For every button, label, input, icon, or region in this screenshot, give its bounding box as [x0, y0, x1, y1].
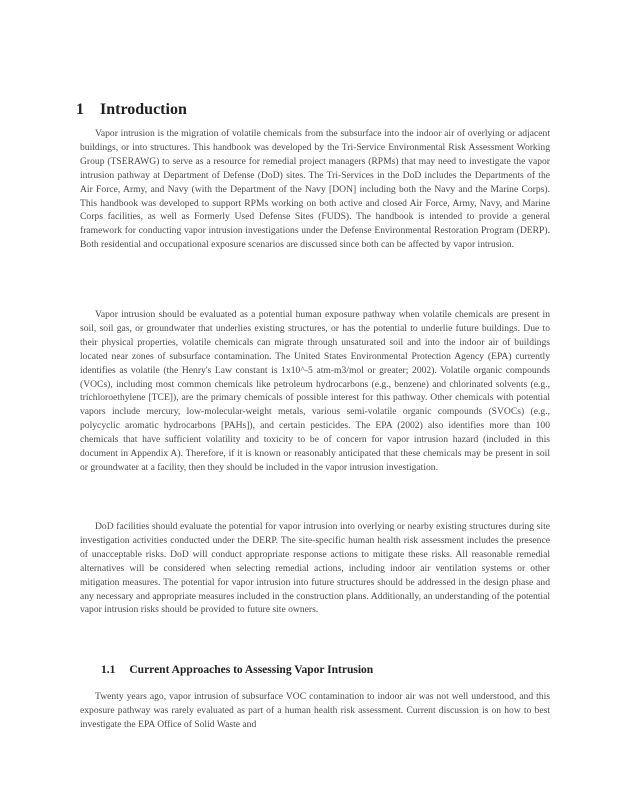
subsection-heading	[101, 664, 373, 676]
intro-paragraph-1	[80, 127, 550, 252]
section-heading	[76, 101, 187, 119]
paragraph-text: Vapor intrusion is the migration of volatile chemicals from the subsurface into the indoor air of overlying or adjacent buildings, or into structures. This handbook was developed by the Tri-Service Environmental Risk Assessment Working Group (TSERAWG) to serve as a resource for remedial project managers (RPMs) that may need to investigate the vapor intrusion pathway at Department of Defense (DoD) sites. The Tri-Services in the DoD includes the Departments of the Air Force, Army, and Navy (with the Department of the Navy [DON] including both the Navy and the Marine Corps). This handbook was developed to support RPMs working on both active and closed Air Force, Army, Navy, and Marine Corps facilities, as well as Formerly Used Defense Sites (FUDS). The handbook is intended to provide a general framework for conducting vapor intrusion investigations under the Defense Environmental Restoration Program (DERP). Both residential and occupational exposure scenarios are discussed since both can be affected by vapor intrusion.	[80, 128, 550, 251]
section-number: 1	[76, 101, 84, 118]
subsection-number: 1.1	[101, 664, 116, 676]
paragraph-text: DoD facilities should evaluate the potential for vapor intrusion into overlying or nearby existing structures during site investigation activities conducted under the DERP. The site-specific human health risk assessment includes the presence of unacceptable risks. DoD will conduct appropriate response actions to mitigate these risks. All reasonable remedial alternatives will be considered when selecting remedial actions, including indoor air ventilation systems or other mitigation measures. The potential for vapor intrusion into future structures should be addressed in the design phase and any necessary and appropriate measures included in the construction plans. Additionally, an understanding of the potential vapor intrusion risks should be provided to future site owners.	[80, 521, 550, 616]
section-title: Introduction	[100, 101, 187, 118]
intro-paragraph-3	[80, 520, 550, 617]
subsection-title: Current Approaches to Assessing Vapor Intrusion	[129, 664, 374, 676]
paragraph-text: Twenty years ago, vapor intrusion of subsurface VOC contamination to indoor air was not well understood, and this exposure pathway was rarely evaluated as part of a human health risk assessment. Current discussion is on how to best investigate the EPA Office of Solid Waste and	[80, 691, 550, 730]
subsection-paragraph-1	[80, 690, 550, 732]
paragraph-text: Vapor intrusion should be evaluated as a potential human exposure pathway when volatile chemicals are present in soil, soil gas, or groundwater that underlies existing structures, or has the potential to underlie future buildings. Due to their physical properties, volatile chemicals can migrate through unsaturated soil and into the indoor air of buildings located near zones of subsurface contamination. The United States Environmental Protection Agency (EPA) currently identifies as volatile (the Henry's Law constant is 1x10^-5 atm-m3/mol or greater; 2002). Volatile organic compounds (VOCs), including most common chemicals like petroleum hydrocarbons (e.g., benzene) and chlorinated solvents (e.g., trichloroethylene [TCE]), are the primary chemicals of possible interest for this pathway. Other chemicals with potential vapors include mercury, low-molecular-weight metals, various semi-volatile organic compounds (SVOCs) (e.g., polycyclic aromatic hydrocarbons [PAHs]), and certain pesticides. The EPA (2002) also identifies more than 100 chemicals that have sufficient volatility and toxicity to be of concern for vapor intrusion hazard (included in this document in Appendix A). Therefore, if it is known or reasonably anticipated that these chemicals may be present in soil or groundwater at a facility, then they should be included in the vapor intrusion investigation.	[80, 309, 550, 473]
intro-paragraph-2	[80, 308, 550, 475]
